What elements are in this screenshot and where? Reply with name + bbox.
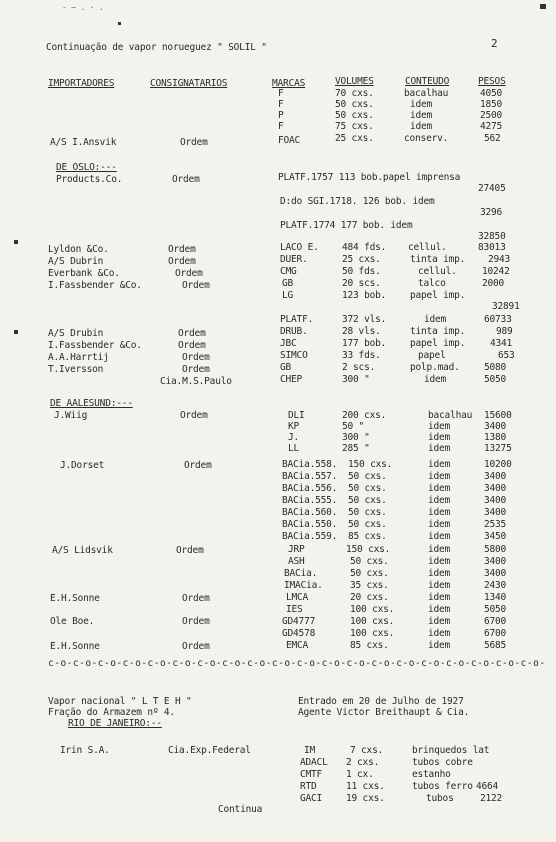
vapor-name: Vapor nacional " L T E H "	[48, 696, 192, 707]
document-page: - ~ . · . Continuação de vapor norueguez " SOLIL " 2 IMPORTADORES CONSIGNATARIOS MARCAS VOLUMES CONTEUDO PESOS F 70 cxs. bacalhau 4050 F 50 cxs. idem 1850 P 50 cxs. idem 2500 F 75 cxs. idem 4275 A/S I.Ansvik Ordem FOAC 25 cxs. conserv. 562 DE OSLO:--- Products.Co. Ordem PLATF.1757 113 bob.papel imprensa 27405 D:do SGI.1718. 126 bob. idem 3296 PLATF.1774 177 bob. idem 32850 Lyldon &Co. Ordem LACO E. 484 fds. cellul. 83013 A/S Dubrin Ordem DUER. 25 cxs. tinta imp. 2943 Everbank &Co. Ordem CMG 50 fds. cellul. 10242 I.Fassbender &Co. Ordem GB 20 scs. talco 2000 LG 123 bob. papel imp. 32891 PLATF. 372 vls. idem 60733 A/S Drubin Ordem DRUB. 28 vls. tinta imp. 989 I.Fassbender &Co. Ordem JBC 177 bob. papel imp. 4341 A.A.Harrtij Ordem SIMCO 33 fds. papel 653 T.Iversson Ordem GB 2 scs. polp.mad. 5080 Cia.M.S.Paulo CHEP 300 " idem 5050 DE AALESUND:--- J.Wiig Ordem DLI 200 cxs. bacalhau 15600 KP 50 " idem 3400 J. 300 " idem 1380 LL 285 " idem 13275 J.Dorset Ordem BACia.558. 150 cxs. idem 10200 BACia.557. 50 cxs. idem 3400 BACia.556. 50 cxs. idem 3400 BACia.555. 50 cxs. idem 3400 BACia.560. 50 cxs. idem 3400 BACia.550. 50 cxs. idem 2535 BACia.559. 85 cxs. idem 3450 A/S Lidsvik Ordem JRP 150 cxs. idem 5800 ASH 50 cxs. idem 3400 BACia. 50 cxs. idem 3400 IMACia. 35 cxs. idem 2430 E.H.Sonne Ordem LMCA 20 cxs. idem 1340 IES 100 cxs. idem 5050 Ole Boe. Ordem GD4777 100 cxs. idem 6700 GD4578 100 cxs. idem 6700 E.H.Sonne Ordem EMCA 85 cxs. idem 5685 c-o-c-o-c-o-c-o-c-o-c-o-c-o-c-o-c-o-c-o-c-o-c-o-c-o-c-o-c-o-c-o-c-o-c-o-c-o-c-o- Vapor nacional " L T E H " Fração do Armazem nº 4. RIO DE JANEIRO:-- Entrado em 20 de Julho de 1927 Agente Victor Breithaupt & Cia. Irin S.A. Cia.Exp.Federal IM 7 cxs. brinquedos lat ADACL 2 cxs. tubos cobre CMTF 1 cx. estanho RTD 11 cxs. tubos ferro 4664 GACI 19 cxs. tubos 2122 Continua	[0, 0, 556, 842]
ink-speck	[14, 240, 18, 244]
header-marcas: MARCAS	[272, 78, 306, 89]
paper-line-total: 27405	[478, 183, 506, 194]
header-pesos: PESOS	[478, 76, 506, 87]
header-consignatarios: CONSIGNATARIOS	[150, 78, 228, 89]
paper-line-total: 32850	[478, 231, 506, 242]
vapor-armazem: Fração do Armazem nº 4.	[48, 707, 175, 718]
paper-line: PLATF.1757 113 bob.papel imprensa	[278, 172, 461, 183]
paper-line: D:do SGI.1718. 126 bob. idem	[280, 196, 435, 207]
section-heading-aalesund: DE AALESUND:---	[50, 398, 133, 409]
page-number: 2	[491, 37, 498, 50]
section-heading-oslo: DE OSLO:---	[56, 162, 117, 173]
paper-line: PLATF.1774 177 bob. idem	[280, 220, 413, 231]
header-volumes: VOLUMES	[335, 76, 374, 87]
ink-speck	[118, 22, 121, 25]
header-importadores: IMPORTADORES	[48, 78, 115, 89]
separator-line: c-o-c-o-c-o-c-o-c-o-c-o-c-o-c-o-c-o-c-o-c-o-c-o-c-o-c-o-c-o-c-o-c-o-c-o-c-o-c-o-	[48, 658, 546, 669]
document-title: Continuação de vapor norueguez " SOLIL "	[46, 42, 267, 53]
top-marks: - ~ . · .	[62, 3, 104, 12]
vapor-entry-date: Entrado em 20 de Julho de 1927	[298, 696, 464, 707]
footer-continua: Continua	[218, 804, 263, 815]
header-conteudo: CONTEUDO	[405, 76, 450, 87]
vapor-agent: Agente Victor Breithaupt & Cia.	[298, 707, 470, 718]
ink-speck	[14, 330, 18, 334]
oslo-consignee: Ordem	[172, 174, 200, 185]
section-heading-rio: RIO DE JANEIRO:--	[68, 718, 162, 729]
oslo-importer: Products.Co.	[56, 174, 123, 185]
paper-line-total: 3296	[480, 207, 503, 218]
ink-speck	[540, 4, 546, 9]
